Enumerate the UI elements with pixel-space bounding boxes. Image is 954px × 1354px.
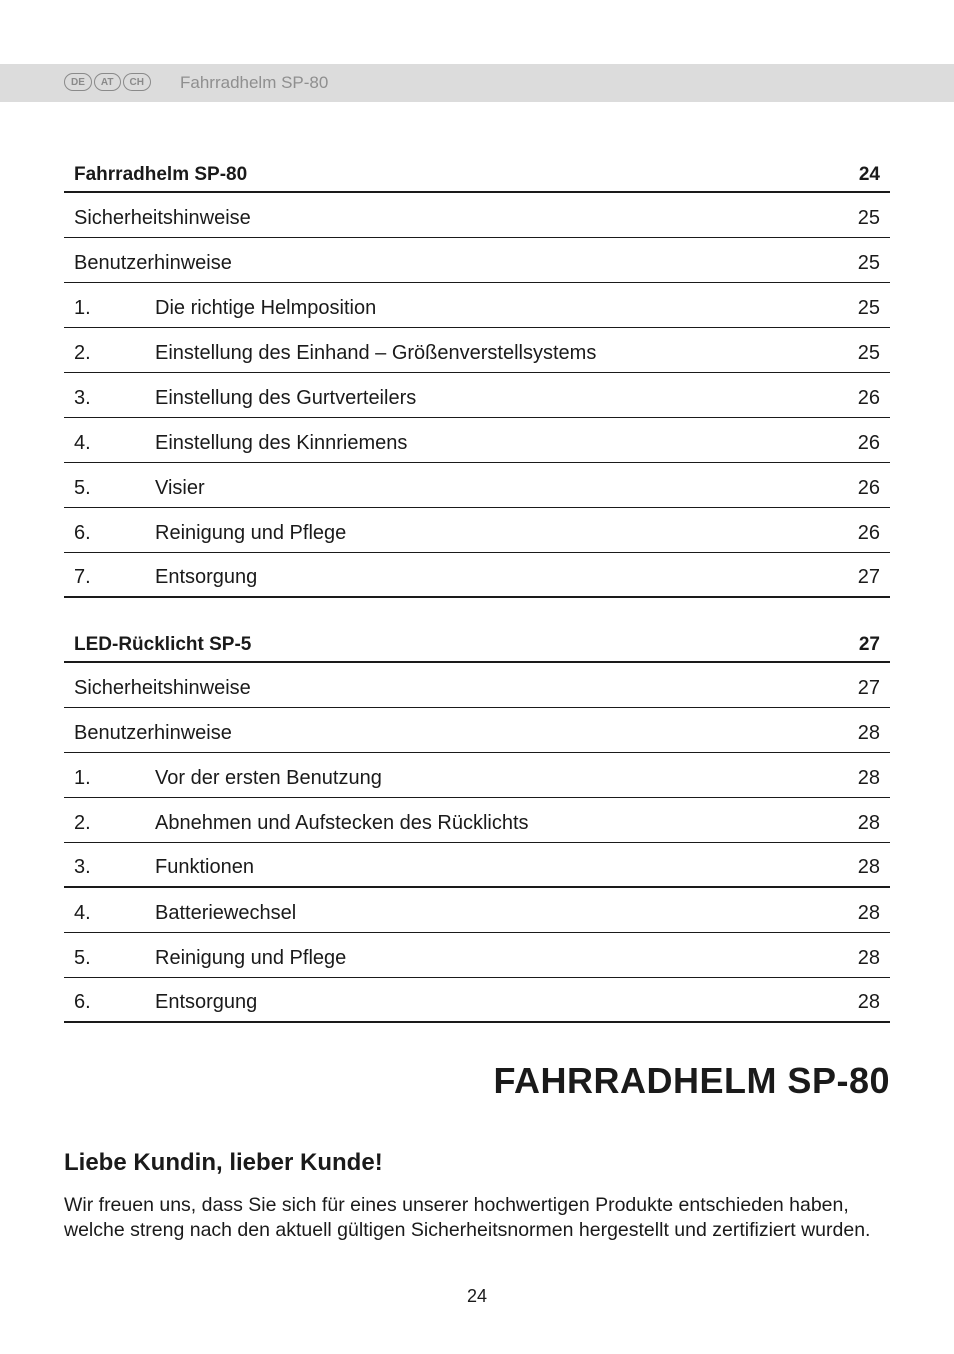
toc-row-page: 25 — [857, 252, 880, 274]
toc-row-page: 25 — [857, 207, 880, 229]
toc-row[interactable] — [64, 663, 890, 708]
toc-row-number: 7. — [74, 566, 91, 588]
toc-fahrradhelm — [64, 160, 890, 598]
toc-row-page: 26 — [857, 522, 880, 544]
toc-row[interactable] — [64, 193, 890, 238]
toc-led-ruecklicht — [64, 630, 890, 1023]
toc-row-label: Reinigung und Pflege — [155, 947, 347, 969]
toc-row-number: 1. — [74, 297, 91, 319]
toc-row-page: 26 — [857, 477, 880, 499]
page-number: 24 — [466, 1286, 488, 1306]
toc-row-label: Benutzerhinweise — [74, 722, 232, 744]
country-badge-de: DE — [64, 73, 92, 91]
toc-row-page: 26 — [857, 387, 880, 409]
toc-row-page: 27 — [857, 566, 880, 588]
greeting-heading: Liebe Kundin, lieber Kunde! — [64, 1149, 383, 1176]
toc-row-page: 28 — [857, 991, 880, 1013]
toc-row-label: Einstellung des Einhand – Größenverstellsystems — [155, 342, 597, 364]
toc-row[interactable] — [64, 283, 890, 328]
toc-row-number: 3. — [74, 387, 91, 409]
toc-row[interactable] — [64, 978, 890, 1023]
toc-row-number: 3. — [74, 856, 91, 878]
toc-row-page: 25 — [857, 342, 880, 364]
toc-row-label: Benutzerhinweise — [74, 252, 232, 274]
toc-heading-label: Fahrradhelm SP-80 — [74, 164, 248, 185]
toc-row-number: 6. — [74, 522, 91, 544]
toc-row-page: 28 — [857, 812, 880, 834]
toc-row-label: Sicherheitshinweise — [74, 207, 251, 229]
toc-row[interactable] — [64, 373, 890, 418]
toc-row-label: Entsorgung — [155, 991, 258, 1013]
toc-row[interactable] — [64, 798, 890, 843]
toc-row[interactable] — [64, 888, 890, 933]
toc-row-page: 28 — [857, 722, 880, 744]
toc-row-page: 28 — [857, 947, 880, 969]
toc-row-label: Batteriewechsel — [155, 902, 297, 924]
toc-row-number: 6. — [74, 991, 91, 1013]
toc-heading — [64, 630, 890, 663]
toc-heading — [64, 160, 890, 193]
toc-row-page: 28 — [857, 902, 880, 924]
toc-row[interactable] — [64, 328, 890, 373]
toc-row-label: Entsorgung — [155, 566, 258, 588]
toc-row[interactable] — [64, 418, 890, 463]
toc-row-label: Reinigung und Pflege — [155, 522, 347, 544]
toc-row-number: 1. — [74, 767, 91, 789]
toc-row-number: 4. — [74, 432, 91, 454]
toc-row-label: Die richtige Helmposition — [155, 297, 377, 319]
toc-row[interactable] — [64, 753, 890, 798]
toc-row-number: 5. — [74, 477, 91, 499]
toc-row[interactable] — [64, 843, 890, 888]
toc-row[interactable] — [64, 508, 890, 553]
toc-row-number: 2. — [74, 342, 91, 364]
toc-row-label: Sicherheitshinweise — [74, 677, 251, 699]
header-title: Fahrradhelm SP-80 — [180, 73, 329, 92]
toc-row-label: Visier — [155, 477, 205, 499]
toc-row-label: Abnehmen und Aufstecken des Rücklichts — [155, 812, 529, 834]
toc-row-label: Funktionen — [155, 856, 254, 878]
country-badge-ch: CH — [123, 73, 151, 91]
toc-row-number: 2. — [74, 812, 91, 834]
toc-heading-label: LED-Rücklicht SP-5 — [74, 634, 252, 655]
toc-row[interactable] — [64, 708, 890, 753]
toc-row-page: 28 — [857, 767, 880, 789]
toc-row[interactable] — [64, 238, 890, 283]
toc-row-label: Einstellung des Kinnriemens — [155, 432, 408, 454]
toc-row-label: Vor der ersten Benutzung — [155, 767, 382, 789]
toc-row[interactable] — [64, 553, 890, 598]
toc-row[interactable] — [64, 463, 890, 508]
toc-row-label: Einstellung des Gurtverteilers — [155, 387, 417, 409]
country-badge-at: AT — [94, 73, 121, 91]
toc-row-page: 28 — [857, 856, 880, 878]
toc-row-page: 25 — [857, 297, 880, 319]
section-title: FAHRRADHELM SP-80 — [493, 1060, 890, 1101]
country-badges — [64, 73, 151, 91]
toc-row-number: 5. — [74, 947, 91, 969]
toc-row[interactable] — [64, 933, 890, 978]
toc-row-page: 26 — [857, 432, 880, 454]
intro-paragraph: Wir freuen uns, dass Sie sich für eines unserer hochwertigen Produkte entschieden haben, welche streng nach den aktuell gültigen Sicherheitsnormen hergestellt und zertifiziert wurden. — [64, 1194, 871, 1241]
toc-row-number: 4. — [74, 902, 91, 924]
toc-row-page: 27 — [857, 677, 880, 699]
header-bar — [0, 64, 954, 102]
toc-heading-page: 24 — [858, 164, 880, 185]
toc-heading-page: 27 — [858, 634, 880, 655]
